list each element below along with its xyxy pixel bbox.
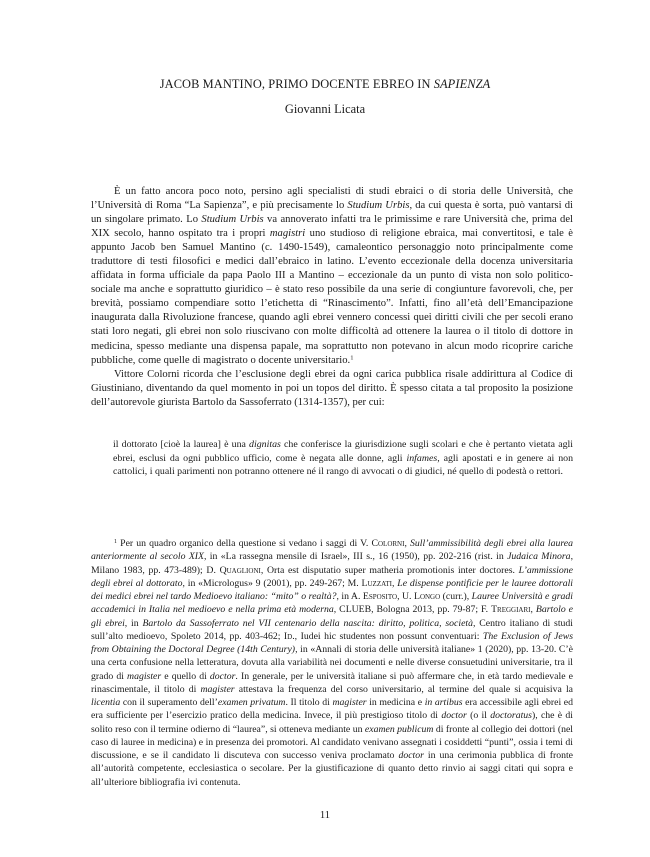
- footnote-reference[interactable]: 1: [350, 354, 354, 362]
- article-title: JACOB MANTINO, PRIMO DOCENTE EBREO IN SAPIENZA: [159, 77, 491, 91]
- page-number: 11: [319, 810, 331, 821]
- footnote: $^1$ Per un quadro organico della questione si vedano i saggi di V. Colorni, Sull’ammissibilità degli ebrei alla laurea anteriormente al secolo XIX, in «La rassegna mensile di Israel», III s., 16 (1950), pp. 202-216 (rist. in Judaica Minora, Milano 1983, pp. 473-489); D. Quaglioni, Orta est disputatio super matheria promotionis inter doctores. L’ammissione degli ebrei al dottorato, in «Micrologus» 9 (2001), pp. 249-267; M. Luzzati, Le dispense pontificie per le lauree dottorali dei medici ebrei nel tardo Medioevo italiano: “mito” o realtà?, in A. Esposito, U. Longo (curr.), Lauree Università e gradi accademici in Italia nel medioevo e nella prima età moderna, CLUEB, Bologna 2013, pp. 79-87; F. Treggiari, Bartolo e gli ebrei, in Bartolo da Sassoferrato nel VII centenario della nascita: diritto, politica, società, Centro italiano di studi sull’alto medioevo, Spoleto 2014, pp. 403-462; Id., Iudei hic studentes non possunt conventuari: The Exclusion of Jews from Obtaining the Doctoral Degree (14th Century), in «Annali di storia delle università italiane» 1 (2020), pp. 13-20. C’è una certa confusione nella letteratura, dovuta alla variabilità nei documenti e nelle diverse consuetudini universitarie, tra il grado di magister e quello di doctor. In generale, per le università italiane si può affermare che, in età tardo medievale e rinascimentale, il titolo di magister attestava la frequenza del corso universitario, al termine del quale si acquisiva la licentia con il superamento dell’examen privatum. Il titolo di magister in medicina e in artibus era accessibile agli ebrei ed era sufficiente per l’esercizio pratico della medicina. Invece, il più prestigioso titolo di doctor (o il doctoratus), che è di solito reso con il termine odierno di “laurea”, si otteneva mediante un examen publicum di fronte al collegio dei dottori (nel caso di lauree in medicina) e in presenza dei promotori. Al candidato venivano assegnati i cosiddetti “punti”, ossia i temi di discussione, e se il candidato li discuteva con successo veniva proclamato doctor in una cerimonia pubblica di fronte all’autorità competente, ecclesiastica o secolare. Per la giustificazione di quanto detto rinvio ai saggi citati qui sopra e all’ulteriore bibliografia ivi contenuta.: [91, 538, 574, 788]
- body-text: [91, 185, 573, 410]
- title-italic-word: SAPIENZA: [433, 77, 491, 91]
- body-paragraph: È un fatto ancora poco noto, persino agli specialisti di studi ebraici o di storia delle Università, che l’Università di Roma “La Sapienza”, e più precisamente lo Studium Urbis, da cui questa è sorta, può vantarsi di un singolare primato. Lo Studium Urbis va annoverato infatti tra le primissime e rare Università che, prima del XIX secolo, hanno ospitato tra i propri magistri uno studioso di religione ebraica, mai convertitosi, e tale è appunto Jacob ben Samuel Mantino (c. 1490-1549), camaleontico personaggio noto principalmente come traduttore di testi filosofici e medici dall’ebraico in latino. L’evento eccezionale della docenza universitaria affidata in forma ufficiale da papa Paolo III a Mantino – eccezionale da un punto di vista non solo politico-sociale ma anche e soprattutto giuridico – è stato reso possibile da una serie di congiunture favorevoli, che, per brevità, possiamo compendiare sotto l’etichetta di “Rinascimento”. Infatti, fino all’età dell’Emancipazione inaugurata dalla Rivoluzione francese, quando agli ebrei vennero concessi quei diritti civili che per secoli erano stati loro negati, gli ebrei non solo riuscivano con molte difficoltà ad ottenere la laurea o il titolo di dottore in medicina, spesso mediante una dispensa papale, ma soprattutto non potevano in alcun modo ricoprire cariche pubbliche, come quelle di magistrato o docente universitario.$^1$: [91, 186, 573, 366]
- author-name: Giovanni Licata: [284, 102, 366, 116]
- block-quote: il dottorato [cioè la laurea] è una dignitas che conferisce la giurisdizione sugli scolari e che è pertanto vietata agli ebrei, esclusi da ogni pubblico ufficio, come è negata alle donne, agli infames, agli apostati e in genere ai non cattolici, i quali parimenti non potranno ottenere né il rango di avvocati o di giudici, né quello di podestà o rettori.: [113, 439, 574, 478]
- footnote-number: 1: [114, 538, 118, 545]
- body-paragraph: Vittore Colorni ricorda che l’esclusione degli ebrei da ogni carica pubblica risale addirittura al Codice di Giustiniano, diventando da quel momento in poi un topos del diritto. È spesso citata a tal proposito la posizione dell’autorevole giurista Bartolo da Sassoferrato (1314-1357), per cui:: [91, 368, 573, 408]
- footnotes: [91, 537, 573, 789]
